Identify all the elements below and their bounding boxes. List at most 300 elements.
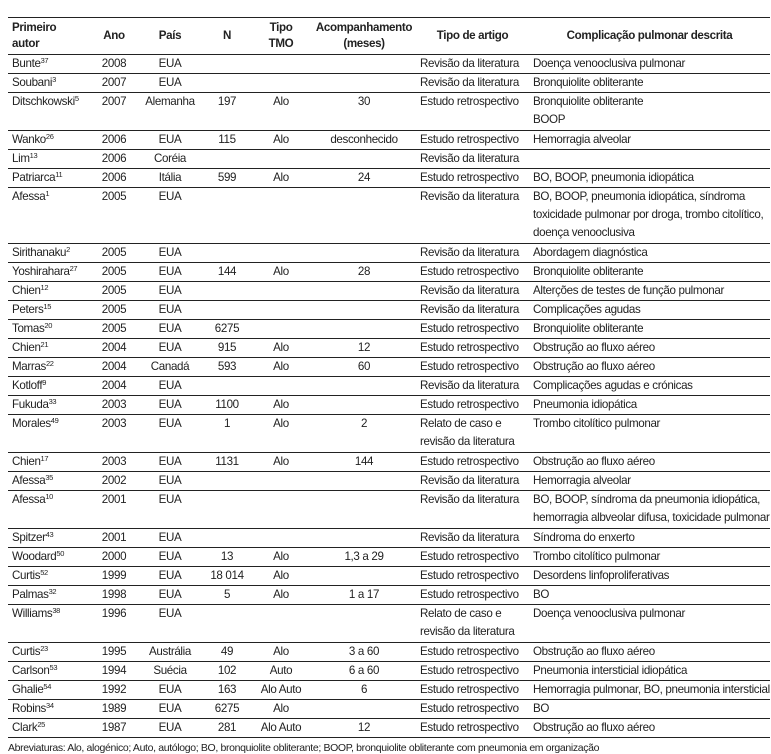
- reference-number: 33: [48, 397, 57, 406]
- cell-acompanhamento: [312, 605, 416, 643]
- cell-pais: EUA: [136, 339, 204, 358]
- reference-number: 10: [45, 492, 53, 501]
- cell-tipo-artigo: Revisão da literatura: [416, 529, 529, 548]
- header-tipo-artigo: Tipo de artigo: [416, 18, 529, 55]
- reference-number: 49: [50, 416, 59, 425]
- cell-tipo-tmo: [250, 150, 312, 169]
- cell-pais: EUA: [136, 567, 204, 586]
- header-autor: Primeiro autor: [8, 18, 92, 55]
- cell-complicacao: Abordagem diagnóstica: [529, 244, 770, 263]
- cell-autor: Bunte$^{37}$: [8, 55, 92, 74]
- cell-acompanhamento: [312, 700, 416, 719]
- cell-acompanhamento: [312, 282, 416, 301]
- cell-acompanhamento: [312, 567, 416, 586]
- table-row: [8, 74, 770, 93]
- table-row: [8, 169, 770, 188]
- cell-tipo-tmo: Alo Auto: [250, 719, 312, 738]
- cell-n: 6275: [204, 700, 250, 719]
- cell-acompanhamento: 3 a 60: [312, 643, 416, 662]
- cell-pais: EUA: [136, 55, 204, 74]
- cell-autor: Ghalie$^{54}$: [8, 681, 92, 700]
- cell-n: [204, 301, 250, 320]
- cell-acompanhamento: 6: [312, 681, 416, 700]
- cell-autor: Yoshirahara$^{27}$: [8, 263, 92, 282]
- cell-autor: Curtis$^{52}$: [8, 567, 92, 586]
- reference-number: 50: [56, 549, 65, 558]
- cell-autor: Tomas$^{20}$: [8, 320, 92, 339]
- cell-autor: Marras$^{22}$: [8, 358, 92, 377]
- table-row: [8, 643, 770, 662]
- cell-n: 1131: [204, 453, 250, 472]
- table-row: [8, 472, 770, 491]
- cell-acompanhamento: 28: [312, 263, 416, 282]
- table-row: [8, 320, 770, 339]
- cell-n: 599: [204, 169, 250, 188]
- cell-tipo-tmo: [250, 605, 312, 643]
- cell-pais: EUA: [136, 681, 204, 700]
- reference-number: 11: [55, 170, 63, 179]
- cell-tipo-tmo: [250, 301, 312, 320]
- cell-ano: 1992: [92, 681, 136, 700]
- cell-pais: EUA: [136, 263, 204, 282]
- cell-ano: 2005: [92, 320, 136, 339]
- cell-n: [204, 150, 250, 169]
- cell-acompanhamento: [312, 491, 416, 529]
- cell-autor: Woodard$^{50}$: [8, 548, 92, 567]
- table-row: [8, 681, 770, 700]
- cell-autor: Williams$^{38}$: [8, 605, 92, 643]
- cell-ano: 1998: [92, 586, 136, 605]
- cell-autor: Chien$^{17}$: [8, 453, 92, 472]
- cell-autor: Afessa$^{10}$: [8, 491, 92, 529]
- reference-number: 17: [40, 454, 49, 463]
- cell-complicacao: Hemorragia pulmonar, BO, pneumonia intersticial: [529, 681, 770, 700]
- cell-tipo-artigo: Relato de caso e revisão da literatura: [416, 605, 529, 643]
- cell-n: 1100: [204, 396, 250, 415]
- cell-ano: 2005: [92, 244, 136, 263]
- header-pais: País: [136, 18, 204, 55]
- cell-complicacao: BO: [529, 700, 770, 719]
- cell-n: [204, 491, 250, 529]
- cell-ano: 2003: [92, 396, 136, 415]
- cell-tipo-artigo: Revisão da literatura: [416, 188, 529, 244]
- cell-pais: EUA: [136, 472, 204, 491]
- cell-complicacao: Doença venooclusiva pulmonar: [529, 55, 770, 74]
- reference-number: 52: [40, 568, 48, 577]
- cell-pais: EUA: [136, 586, 204, 605]
- cell-autor: Soubani$^3$: [8, 74, 92, 93]
- cell-pais: EUA: [136, 188, 204, 244]
- cell-autor: Wanko$^{26}$: [8, 131, 92, 150]
- table-row: [8, 282, 770, 301]
- header-ano: Ano: [92, 18, 136, 55]
- cell-ano: 1995: [92, 643, 136, 662]
- header-tipo-tmo: Tipo TMO: [250, 18, 312, 55]
- cell-acompanhamento: 12: [312, 339, 416, 358]
- table-body: [8, 55, 770, 738]
- table-row: [8, 396, 770, 415]
- cell-pais: EUA: [136, 605, 204, 643]
- reference-number: 37: [40, 56, 49, 65]
- reference-number: 15: [43, 302, 52, 311]
- cell-tipo-tmo: Alo: [250, 415, 312, 453]
- cell-pais: EUA: [136, 74, 204, 93]
- reference-number: 32: [48, 587, 57, 596]
- cell-tipo-artigo: Revisão da literatura: [416, 244, 529, 263]
- cell-n: 49: [204, 643, 250, 662]
- reference-number: 20: [44, 321, 53, 330]
- cell-ano: 1999: [92, 567, 136, 586]
- cell-ano: 2004: [92, 339, 136, 358]
- cell-acompanhamento: 24: [312, 169, 416, 188]
- table-row: [8, 244, 770, 263]
- cell-tipo-tmo: Alo: [250, 548, 312, 567]
- table-row: [8, 301, 770, 320]
- cell-complicacao: Trombo citolítico pulmonar: [529, 548, 770, 567]
- cell-pais: Itália: [136, 169, 204, 188]
- cell-tipo-tmo: Auto: [250, 662, 312, 681]
- cell-complicacao: Bronquiolite obliterante: [529, 320, 770, 339]
- cell-tipo-tmo: Alo: [250, 700, 312, 719]
- cell-ano: 2001: [92, 529, 136, 548]
- cell-tipo-artigo: Estudo retrospectivo: [416, 339, 529, 358]
- cell-complicacao: BO, BOOP, síndroma da pneumonia idiopática, hemorragia albveolar difusa, toxicidade pulmonar: [529, 491, 770, 529]
- cell-tipo-artigo: Revisão da literatura: [416, 491, 529, 529]
- cell-complicacao: Obstrução ao fluxo aéreo: [529, 453, 770, 472]
- cell-n: [204, 282, 250, 301]
- cell-autor: Chien$^{12}$: [8, 282, 92, 301]
- cell-complicacao: BO: [529, 586, 770, 605]
- cell-tipo-artigo: Revisão da literatura: [416, 150, 529, 169]
- cell-pais: Alemanha: [136, 93, 204, 131]
- cell-pais: EUA: [136, 377, 204, 396]
- cell-acompanhamento: [312, 377, 416, 396]
- table-row: [8, 415, 770, 453]
- cell-n: [204, 605, 250, 643]
- cell-acompanhamento: 30: [312, 93, 416, 131]
- cell-acompanhamento: 12: [312, 719, 416, 738]
- header-complicacao: Complicação pulmonar descrita: [529, 18, 770, 55]
- document-table-container: [8, 17, 770, 754]
- cell-autor: Chien$^{21}$: [8, 339, 92, 358]
- cell-pais: EUA: [136, 548, 204, 567]
- cell-n: [204, 472, 250, 491]
- cell-n: 18 014: [204, 567, 250, 586]
- cell-tipo-artigo: Revisão da literatura: [416, 377, 529, 396]
- table-row: [8, 719, 770, 738]
- cell-n: 593: [204, 358, 250, 377]
- cell-tipo-tmo: [250, 472, 312, 491]
- reference-number: 5: [74, 94, 79, 103]
- cell-tipo-artigo: Revisão da literatura: [416, 282, 529, 301]
- cell-pais: EUA: [136, 529, 204, 548]
- cell-n: 5: [204, 586, 250, 605]
- cell-pais: Canadá: [136, 358, 204, 377]
- cell-n: [204, 188, 250, 244]
- cell-tipo-tmo: [250, 491, 312, 529]
- cell-n: 6275: [204, 320, 250, 339]
- cell-tipo-tmo: Alo: [250, 131, 312, 150]
- cell-acompanhamento: 1,3 a 29: [312, 548, 416, 567]
- cell-n: 163: [204, 681, 250, 700]
- cell-n: [204, 244, 250, 263]
- cell-tipo-tmo: [250, 244, 312, 263]
- reference-number: 38: [52, 606, 61, 615]
- cell-acompanhamento: 2: [312, 415, 416, 453]
- cell-n: [204, 74, 250, 93]
- pulmonary-complications-table: [8, 17, 770, 738]
- cell-autor: Spitzer$^{43}$: [8, 529, 92, 548]
- cell-ano: 2005: [92, 188, 136, 244]
- cell-autor: Peters$^{15}$: [8, 301, 92, 320]
- reference-number: 23: [40, 644, 48, 653]
- cell-ano: 1989: [92, 700, 136, 719]
- cell-tipo-tmo: Alo Auto: [250, 681, 312, 700]
- cell-autor: Lim$^{13}$: [8, 150, 92, 169]
- cell-complicacao: Doença venooclusiva pulmonar: [529, 605, 770, 643]
- cell-complicacao: Obstrução ao fluxo aéreo: [529, 358, 770, 377]
- cell-tipo-artigo: Estudo retrospectivo: [416, 662, 529, 681]
- cell-acompanhamento: [312, 301, 416, 320]
- cell-pais: EUA: [136, 244, 204, 263]
- reference-number: 26: [45, 132, 54, 141]
- cell-complicacao: Complicações agudas e crónicas: [529, 377, 770, 396]
- cell-tipo-tmo: Alo: [250, 396, 312, 415]
- reference-number: 13: [29, 151, 38, 160]
- cell-pais: EUA: [136, 282, 204, 301]
- table-row: [8, 548, 770, 567]
- cell-acompanhamento: [312, 55, 416, 74]
- table-row: [8, 529, 770, 548]
- cell-tipo-artigo: Estudo retrospectivo: [416, 358, 529, 377]
- cell-ano: 1987: [92, 719, 136, 738]
- cell-tipo-artigo: Estudo retrospectivo: [416, 700, 529, 719]
- header-n: N: [204, 18, 250, 55]
- cell-autor: Carlson$^{53}$: [8, 662, 92, 681]
- cell-tipo-tmo: [250, 529, 312, 548]
- cell-autor: Afessa$^1$: [8, 188, 92, 244]
- cell-tipo-tmo: Alo: [250, 567, 312, 586]
- cell-ano: 2007: [92, 93, 136, 131]
- table-row: [8, 491, 770, 529]
- cell-ano: 2000: [92, 548, 136, 567]
- cell-ano: 2006: [92, 131, 136, 150]
- cell-ano: 1994: [92, 662, 136, 681]
- cell-tipo-tmo: Alo: [250, 586, 312, 605]
- cell-autor: Kotloff$^9$: [8, 377, 92, 396]
- cell-tipo-tmo: Alo: [250, 358, 312, 377]
- cell-tipo-tmo: [250, 55, 312, 74]
- cell-tipo-artigo: Estudo retrospectivo: [416, 548, 529, 567]
- table-row: [8, 150, 770, 169]
- cell-complicacao: Hemorragia alveolar: [529, 131, 770, 150]
- cell-tipo-artigo: Estudo retrospectivo: [416, 320, 529, 339]
- table-row: [8, 263, 770, 282]
- cell-tipo-tmo: [250, 74, 312, 93]
- cell-autor: Robins$^{34}$: [8, 700, 92, 719]
- reference-number: 53: [49, 663, 58, 672]
- cell-complicacao: BO, BOOP, pneumonia idiopática, síndroma toxicidade pulmonar por droga, trombo citolítico, doença venooclusiva: [529, 188, 770, 244]
- cell-n: 1: [204, 415, 250, 453]
- cell-pais: Austrália: [136, 643, 204, 662]
- cell-ano: 2005: [92, 282, 136, 301]
- cell-acompanhamento: 1 a 17: [312, 586, 416, 605]
- cell-ano: 1996: [92, 605, 136, 643]
- cell-autor: Patriarca$^{11}$: [8, 169, 92, 188]
- cell-tipo-artigo: Revisão da literatura: [416, 301, 529, 320]
- cell-pais: EUA: [136, 301, 204, 320]
- table-row: [8, 188, 770, 244]
- cell-acompanhamento: [312, 74, 416, 93]
- cell-autor: Palmas$^{32}$: [8, 586, 92, 605]
- cell-acompanhamento: [312, 396, 416, 415]
- cell-complicacao: [529, 150, 770, 169]
- cell-tipo-artigo: Estudo retrospectivo: [416, 719, 529, 738]
- cell-ano: 2006: [92, 150, 136, 169]
- cell-autor: Sirithanaku$^2$: [8, 244, 92, 263]
- table-row: [8, 605, 770, 643]
- cell-autor: Clark$^{25}$: [8, 719, 92, 738]
- reference-number: 2: [66, 245, 70, 254]
- cell-tipo-artigo: Revisão da literatura: [416, 55, 529, 74]
- cell-tipo-artigo: Revisão da literatura: [416, 74, 529, 93]
- cell-tipo-artigo: Relato de caso e revisão da literatura: [416, 415, 529, 453]
- cell-tipo-tmo: Alo: [250, 453, 312, 472]
- cell-ano: 2005: [92, 301, 136, 320]
- cell-ano: 2004: [92, 358, 136, 377]
- cell-pais: EUA: [136, 320, 204, 339]
- reference-number: 12: [40, 283, 49, 292]
- cell-complicacao: Complicações agudas: [529, 301, 770, 320]
- cell-complicacao: Obstrução ao fluxo aéreo: [529, 643, 770, 662]
- cell-complicacao: Bronquiolite obliterante BOOP: [529, 93, 770, 131]
- cell-acompanhamento: [312, 529, 416, 548]
- cell-tipo-tmo: Alo: [250, 643, 312, 662]
- cell-tipo-tmo: [250, 377, 312, 396]
- cell-complicacao: Bronquiolite obliterante: [529, 74, 770, 93]
- cell-tipo-artigo: Estudo retrospectivo: [416, 169, 529, 188]
- cell-n: [204, 377, 250, 396]
- cell-ano: 2003: [92, 415, 136, 453]
- table-row: [8, 567, 770, 586]
- cell-tipo-artigo: Estudo retrospectivo: [416, 586, 529, 605]
- cell-tipo-artigo: Estudo retrospectivo: [416, 263, 529, 282]
- cell-n: [204, 529, 250, 548]
- cell-n: 115: [204, 131, 250, 150]
- cell-pais: EUA: [136, 719, 204, 738]
- cell-pais: EUA: [136, 491, 204, 529]
- cell-complicacao: Obstrução ao fluxo aéreo: [529, 719, 770, 738]
- table-row: [8, 377, 770, 396]
- table-row: [8, 662, 770, 681]
- cell-tipo-artigo: Estudo retrospectivo: [416, 396, 529, 415]
- cell-n: 13: [204, 548, 250, 567]
- cell-acompanhamento: 6 a 60: [312, 662, 416, 681]
- cell-autor: Morales$^{49}$: [8, 415, 92, 453]
- cell-pais: EUA: [136, 131, 204, 150]
- cell-complicacao: Pneumonia idiopática: [529, 396, 770, 415]
- table-row: [8, 358, 770, 377]
- cell-autor: Fukuda$^{33}$: [8, 396, 92, 415]
- reference-number: 1: [45, 189, 50, 198]
- cell-complicacao: Bronquiolite obliterante: [529, 263, 770, 282]
- cell-tipo-tmo: Alo: [250, 263, 312, 282]
- table-row: [8, 55, 770, 74]
- reference-number: 35: [45, 473, 53, 482]
- table-row: [8, 453, 770, 472]
- reference-number: 54: [43, 682, 52, 691]
- reference-number: 9: [42, 378, 47, 387]
- cell-tipo-tmo: Alo: [250, 169, 312, 188]
- reference-number: 43: [45, 530, 54, 539]
- cell-pais: EUA: [136, 453, 204, 472]
- cell-tipo-tmo: [250, 320, 312, 339]
- reference-number: 22: [45, 359, 54, 368]
- table-row: [8, 586, 770, 605]
- cell-acompanhamento: [312, 188, 416, 244]
- cell-acompanhamento: 144: [312, 453, 416, 472]
- cell-pais: Coréia: [136, 150, 204, 169]
- cell-complicacao: Trombo citolítico pulmonar: [529, 415, 770, 453]
- cell-tipo-artigo: Estudo retrospectivo: [416, 567, 529, 586]
- cell-ano: 2002: [92, 472, 136, 491]
- cell-ano: 2006: [92, 169, 136, 188]
- abbreviations-footnote: Abreviaturas: Alo, alogénico; Auto, autólogo; BO, bronquiolite obliterante; BOOP, bronquiolite obliterante com pneumonia em organização: [8, 742, 600, 754]
- table-row: [8, 339, 770, 358]
- cell-complicacao: Obstrução ao fluxo aéreo: [529, 339, 770, 358]
- cell-complicacao: Hemorragia alveolar: [529, 472, 770, 491]
- cell-pais: EUA: [136, 415, 204, 453]
- cell-tipo-artigo: Estudo retrospectivo: [416, 131, 529, 150]
- cell-acompanhamento: 60: [312, 358, 416, 377]
- cell-n: 102: [204, 662, 250, 681]
- cell-n: 144: [204, 263, 250, 282]
- cell-tipo-tmo: [250, 188, 312, 244]
- cell-n: 197: [204, 93, 250, 131]
- table-row: [8, 93, 770, 131]
- cell-tipo-tmo: Alo: [250, 93, 312, 131]
- cell-autor: Afessa$^{35}$: [8, 472, 92, 491]
- cell-n: 915: [204, 339, 250, 358]
- cell-n: [204, 55, 250, 74]
- cell-n: 281: [204, 719, 250, 738]
- cell-acompanhamento: [312, 244, 416, 263]
- reference-number: 3: [52, 75, 56, 84]
- table-row: [8, 700, 770, 719]
- table-header: [8, 18, 770, 55]
- cell-complicacao: Desordens linfoproliferativas: [529, 567, 770, 586]
- cell-acompanhamento: desconhecido: [312, 131, 416, 150]
- cell-pais: EUA: [136, 700, 204, 719]
- cell-ano: 2003: [92, 453, 136, 472]
- cell-ano: 2001: [92, 491, 136, 529]
- cell-complicacao: BO, BOOP, pneumonia idiopática: [529, 169, 770, 188]
- cell-complicacao: Pneumonia intersticial idiopática: [529, 662, 770, 681]
- cell-complicacao: Síndroma do enxerto: [529, 529, 770, 548]
- cell-ano: 2008: [92, 55, 136, 74]
- cell-autor: Curtis$^{23}$: [8, 643, 92, 662]
- reference-number: 34: [46, 701, 54, 710]
- cell-tipo-artigo: Estudo retrospectivo: [416, 93, 529, 131]
- cell-tipo-artigo: Estudo retrospectivo: [416, 643, 529, 662]
- cell-tipo-artigo: Estudo retrospectivo: [416, 681, 529, 700]
- cell-pais: Suécia: [136, 662, 204, 681]
- reference-number: 21: [40, 340, 49, 349]
- cell-acompanhamento: [312, 320, 416, 339]
- cell-tipo-artigo: Revisão da literatura: [416, 472, 529, 491]
- cell-tipo-tmo: Alo: [250, 339, 312, 358]
- cell-acompanhamento: [312, 150, 416, 169]
